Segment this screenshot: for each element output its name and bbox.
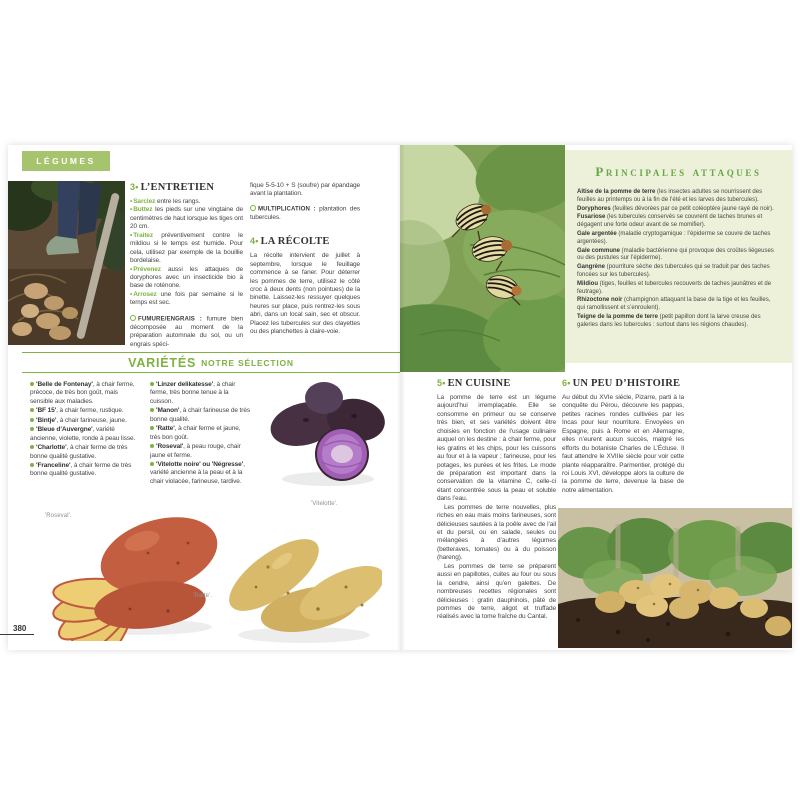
- cuisine-number: 5•: [437, 378, 446, 388]
- bullet-icon: [30, 463, 34, 467]
- doryphores-photo: [400, 145, 565, 372]
- cuisine-text: [437, 394, 556, 622]
- list-item: 'Vitelotte noire' ou 'Négresse', variété ancienne à la peau et à la chair violacée, farineuse, tardive.: [150, 460, 245, 485]
- continuation-text: fique 5-5-10 + S (soufre) par épandage avant la plantation.: [250, 182, 360, 198]
- recolte-number: 4•: [250, 236, 259, 247]
- circle-icon: [250, 205, 256, 211]
- list-item: 'Belle de Fontenay', à chair ferme, précoce, de très bon goût, mais sensible aux maladies.: [30, 381, 135, 405]
- varietes-header: [22, 352, 400, 373]
- entretien-bullet-list: [130, 198, 243, 349]
- bullet-icon: [30, 445, 34, 449]
- list-item: 'Ratte', à chair ferme et jaune, très bon goût.: [150, 425, 241, 441]
- photo-caption-roseval: 'Roseval'.: [45, 513, 72, 519]
- recolte-section: [250, 182, 360, 337]
- bullet-icon: •: [130, 290, 133, 298]
- list-item: •Traitez préventivement contre le mildiou si le temps est humide. Pour cela, utilisez par exemple de la bouillie bordelaise.: [130, 231, 243, 265]
- photo-caption-vitelotte: 'Vitelotte'.: [311, 501, 338, 507]
- entretien-section: [130, 182, 243, 354]
- list-item: 'Manon', à chair farineuse de très bonne qualité.: [150, 407, 250, 423]
- category-tab-legumes: [22, 151, 110, 171]
- vitelotte-potatoes-photo: [262, 376, 392, 492]
- attack-item: Fusariose (les tubercules conservés se couvrent de taches brunes et dégagent une forte odeur avant de se momifier).: [577, 214, 763, 229]
- list-item: 'Roseval', à peau rouge, chair jaune et ferme.: [150, 443, 241, 459]
- list-item: •Buttez les pieds sur une vingtaine de centimètres de haut lorsque les tiges ont 20 cm.: [130, 206, 243, 231]
- vitelotte-photo-illustration: [262, 376, 392, 492]
- attaques-title: Principales attaques: [595, 164, 762, 179]
- paragraph: Les pommes de terre nouvelles, plus riches en eau mais moins farineuses, sont délicieuses sautées à la poêle avec de l’ail et du persil, ou en salade, seules ou mélangées à d’autres légumes (betteraves, tomates) ou à du poisson (hareng).: [437, 503, 556, 562]
- ratte-photo-illustration: [222, 517, 382, 648]
- varietes-list-col2: [150, 381, 252, 487]
- varietes-title: VARIÉTÉS: [128, 355, 197, 370]
- multiplication-label: MULTIPLICATION :: [258, 205, 316, 213]
- list-item: •Prévenez aussi les attaques de doryphores avec un insecticide bio à base de roténone.: [130, 265, 243, 290]
- attack-item: Rhizoctone noir (champignon attaquant la base de la tige et les feuilles, qui ramollissent et s’enroulent).: [577, 297, 771, 312]
- bullet-icon: [30, 408, 34, 412]
- recolte-text: La récolte intervient de juillet à septembre, lorsque le feuillage commence à se faner. Pour déterrer les pommes de terre, utilisez le côté croc à deux dents (non pointues) de la binette. Laissez-les ressuyer quelques heures sur place, puis rentrez-les sous abri, dans un local sain, sec et obscur. Placez les tubercules sur des clayettes ou des planchettes à claire-voie.: [250, 252, 360, 336]
- harvest-photo-illustration: [558, 508, 792, 648]
- bullet-icon: [150, 426, 154, 430]
- roseval-photo-illustration: [38, 503, 226, 641]
- paragraph: Les pommes de terre se préparent aussi en papillotes, cuites au four ou sous la cendre, ainsi qu’en galettes. De nombreuses recettes régionales sont délicieuses : gratin dauphinois, pâté de pommes de terre, aligot et truffade réalisés avec la tome fraîche du Cantal.: [437, 562, 556, 621]
- histoire-title: UN PEU D’HISTOIRE: [572, 378, 681, 389]
- digging-photo-illustration: [8, 181, 125, 345]
- list-item: 'Charlotte', à chair ferme de très bonne qualité gustative.: [30, 444, 128, 460]
- category-tab-label: LÉGUMES: [36, 156, 96, 166]
- doryphores-photo-illustration: [400, 145, 565, 372]
- bullet-icon: [30, 427, 34, 431]
- page-gutter-shadow: [397, 145, 405, 650]
- cuisine-title: EN CUISINE: [447, 378, 511, 389]
- bullet-icon: •: [130, 206, 133, 214]
- entretien-continuation: [250, 182, 360, 222]
- bullet-icon: [150, 444, 154, 448]
- histoire-heading: [562, 378, 684, 389]
- recolte-title: LA RÉCOLTE: [260, 236, 330, 248]
- list-item: 'Bleue d’Auvergne', variété ancienne, violette, ronde à peau lisse.: [30, 426, 136, 442]
- paragraph: La pomme de terre est un légume aujourd’hui irremplaçable. Elle se consomme en primeur ou se conserve très bien, et ses variétés doivent être choisies en fonction de l’usage culinaire auquel on les destine : à chair ferme, pour les gratins et les chips, pour les cuissons au four et à la vapeur ; farineuse, pour les potages, les purées et les frites. Le mode de préparation est important dans la conservation de la vitamine C, celle-ci étant concentrée sous la peau et soluble dans l’eau.: [437, 394, 556, 503]
- varietes-list-col1: [30, 381, 142, 480]
- bullet-icon: [150, 462, 154, 466]
- histoire-section: [562, 378, 684, 495]
- bullet-icon: •: [130, 198, 133, 205]
- recolte-heading: [250, 236, 360, 247]
- open-book-spread: [8, 145, 792, 650]
- fumure-label: FUMURE/ENGRAIS :: [138, 315, 202, 323]
- entretien-number: 3•: [130, 182, 139, 192]
- list-item: •Arrosez une fois par semaine si le temps est sec.: [130, 290, 243, 307]
- attack-item: Gale argentée (maladie cryptogamique : l’épiderme se couvre de taches argentées).: [577, 230, 771, 245]
- fumure-note: FUMURE/ENGRAIS : fumure bien décomposée au moment de la préparation automnale du sol, ou un engrais spéci-: [130, 315, 243, 348]
- ratte-potatoes-photo: [222, 517, 382, 648]
- bullet-icon: [30, 418, 34, 422]
- photo-caption-ratte: 'Ratte'.: [193, 593, 213, 599]
- entretien-heading: [130, 182, 243, 193]
- bullet-icon: •: [130, 231, 133, 239]
- paragraph: Au début du XVIe siècle, Pizarre, parti à la conquête du Pérou, découvre les pappas, petites racines rondes cultivées par les Incas pour leur nourriture. Envoyées en Espagne, puis à Rome et en Allemagne, elles n’eurent aucun succès, malgré les efforts du botaniste Charles de L’Écluse. Il faut attendre le XVIIIe siècle pour voir cette plante réapparaître. Parmentier, protégé du roi Louis XVI, développe alors la culture de la pomme de terre, devenue la base de notre alimentation.: [562, 394, 684, 494]
- list-item: 'Linzer delikatesse', à chair ferme, très bonne tenue à la cuisson.: [150, 381, 236, 405]
- entretien-title: L’ENTRETIEN: [140, 182, 215, 193]
- circle-icon: [130, 315, 136, 321]
- cuisine-section: [437, 378, 556, 622]
- cuisine-heading: [437, 378, 556, 389]
- bullet-icon: [150, 408, 154, 412]
- attack-item: Teigne de la pomme de terre (petit papillon dont la larve creuse des galeries dans les tubercules : surtout dans les régions chaudes).: [577, 313, 761, 328]
- bullet-icon: [150, 382, 154, 386]
- histoire-text: [562, 394, 684, 495]
- principales-attaques-panel: [565, 150, 792, 363]
- harvest-field-photo: [558, 508, 792, 648]
- attack-item: Mildiou (tiges, feuilles et tubercules recouverts de taches jaunâtres et de feutrage).: [577, 280, 772, 295]
- histoire-number: 6•: [562, 378, 571, 388]
- list-item: 'Bintje', à chair farineuse, jaune.: [30, 417, 142, 425]
- page-number: 380: [0, 624, 34, 635]
- list-item: 'BF 15', à chair ferme, rustique.: [30, 407, 142, 415]
- attack-item: Gale commune (maladie bactérienne qui provoque des croûtes liégeuses ou des pustules sur l’épiderme).: [577, 247, 774, 262]
- digging-potatoes-photo: [8, 181, 125, 345]
- bullet-icon: •: [130, 265, 133, 273]
- roseval-potatoes-photo: [38, 503, 226, 641]
- list-item: 'Franceline', à chair ferme de très bonne qualité gustative.: [30, 461, 132, 478]
- attack-item: Altise de la pomme de terre (les insectes adultes se nourrissent des feuilles au printemps ou à la fin de l’été et les larves des tubercules).: [577, 189, 763, 203]
- varietes-subtitle: NOTRE SÉLECTION: [201, 357, 294, 368]
- multiplication-note: MULTIPLICATION : plantation des tubercules.: [250, 205, 360, 221]
- attack-item: Doryphores (feuilles dévorées par ce petit coléoptère jaune rayé de noir).: [577, 205, 774, 212]
- attack-item: Gangrène (pourriture sèche des tubercules qui se traduit par des taches foncées sur les tubercules).: [577, 264, 770, 278]
- list-item: •Sarclez entre les rangs.: [130, 198, 201, 205]
- bullet-icon: [30, 382, 34, 386]
